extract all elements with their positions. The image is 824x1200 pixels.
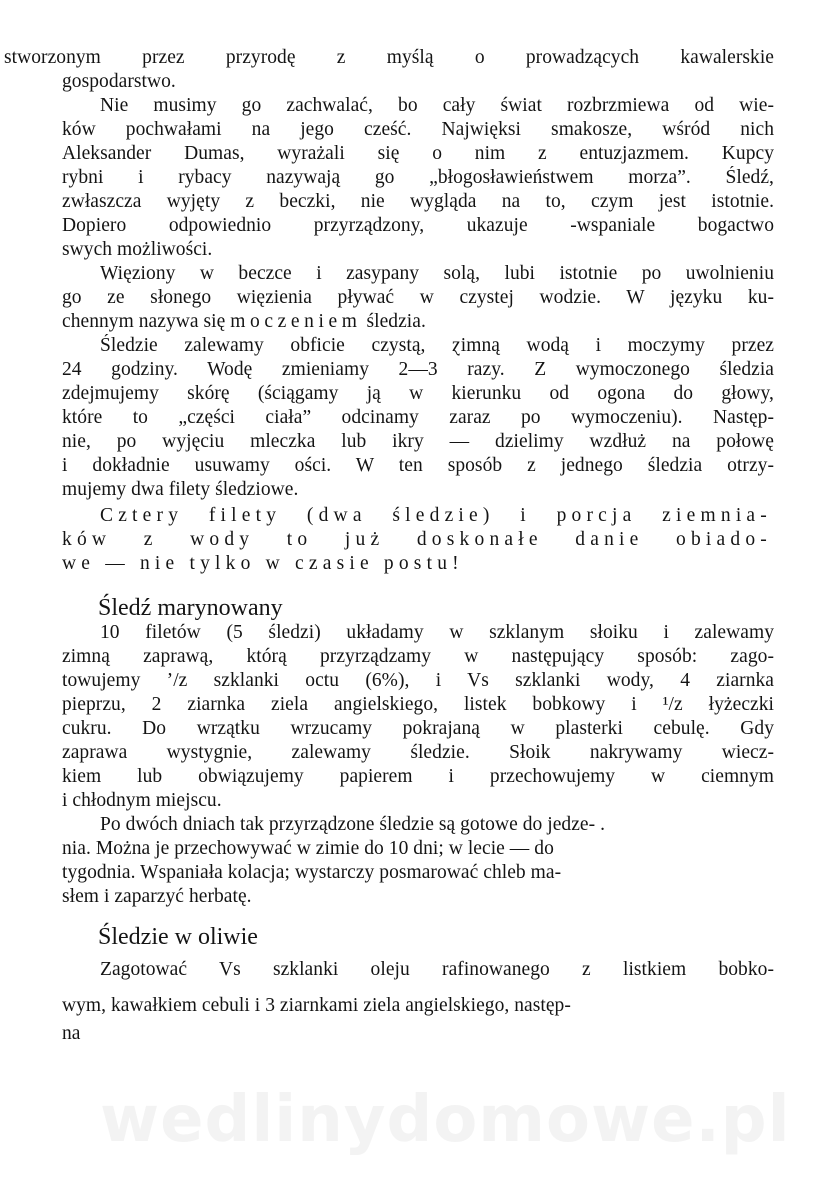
section-heading: Śledź marynowany <box>98 595 283 621</box>
spaced-text-line: ków z wody to już doskonałe danie obiado- <box>62 529 772 550</box>
text-line: ków pochwałami na jego cześć. Najwięksi smakosze, wśród nich <box>62 119 774 140</box>
text-line: słem i zaparzyć herbatę. <box>62 886 252 907</box>
text-fragment: śledzia. <box>361 311 426 332</box>
text-line: cukru. Do wrzątku wrzucamy pokrajaną w plasterki cebulę. Gdy <box>62 718 774 739</box>
text-line: pieprzu, 2 ziarnka ziela angielskiego, listek bobkowy i ¹/z łyżeczki <box>62 694 774 715</box>
text-line: nia. Można je przechowywać w zimie do 10 dni; w lecie — do <box>62 838 554 859</box>
text-line: zwłaszcza wyjęty z beczki, nie wygląda na to, czym jest istotnie. <box>62 191 774 212</box>
text-line: 10 filetów (5 śledzi) układamy w szklanym słoiku i zalewamy <box>100 622 774 643</box>
text-line: kiem lub obwiązujemy papierem i przechowujemy w ciemnym <box>62 766 774 787</box>
text-line: gospodarstwo. <box>62 71 176 92</box>
text-line: rybni i rybacy nazywają go „błogosławieństwem morza”. Śledź, <box>62 167 774 188</box>
text-line: mujemy dwa filety śledziowe. <box>62 479 299 500</box>
section-heading: Śledzie w oliwie <box>98 924 258 950</box>
text-line: Aleksander Dumas, wyrażali się o nim z entuzjazmem. Kupcy <box>62 143 774 164</box>
text-line: tygodnia. Wspaniała kolacja; wystarczy posmarować chleb ma- <box>62 862 562 883</box>
text-line: Nie musimy go zachwalać, bo cały świat rozbrzmiewa od wie- <box>100 95 774 116</box>
text-line: Po dwóch dniach tak przyrządzone śledzie są gotowe do jedze- . <box>100 814 606 835</box>
text-line <box>62 310 426 334</box>
text-line: Więziony w beczce i zasypany solą, lubi istotnie po uwolnieniu <box>100 263 774 284</box>
text-line: Zagotować Vs szklanki oleju rafinowanego z listkiem bobko- <box>100 959 774 980</box>
text-line: zimną zaprawą, którą przyrządzamy w następujący sposób: zago- <box>62 646 774 667</box>
text-line: i dokładnie usuwamy ości. W ten sposób z jednego śledzia otrzy- <box>62 455 774 476</box>
spaced-term: moczeniem <box>230 311 362 332</box>
spaced-text-line: Cztery filety (dwa śledzie) i porcja ziemnia- <box>100 505 772 526</box>
text-line: zaprawa wystygnie, zalewamy śledzie. Słoik nakrywamy wiecz- <box>62 742 774 763</box>
text-line: które to „części ciała” odcinamy zaraz po wymoczeniu). Następ- <box>62 407 774 428</box>
text-line: wym, kawałkiem cebuli i 3 ziarnkami ziela angielskiego, następ- <box>62 995 571 1016</box>
text-line: swych możliwości. <box>62 239 213 260</box>
text-fragment: chennym nazywa się <box>62 311 231 332</box>
text-line: towujemy ’/z szklanki octu (6%), i Vs szklanki wody, 4 ziarnka <box>62 670 774 691</box>
text-line: na <box>62 1023 81 1044</box>
text-line: go ze słonego więzienia pływać w czystej wodzie. W języku ku- <box>62 287 774 308</box>
text-line: stworzonym przez przyrodę z myślą o prowadzących kawalerskie <box>4 47 774 68</box>
text-line: 24 godziny. Wodę zmieniamy 2—3 razy. Z wymoczonego śledzia <box>62 359 774 380</box>
text-line: zdejmujemy skórę (ściągamy ją w kierunku od ogona do głowy, <box>62 383 774 404</box>
text-line: i chłodnym miejscu. <box>62 790 222 811</box>
text-line: Dopiero odpowiednio przyrządzony, ukazuje -wspaniale bogactwo <box>62 215 774 236</box>
text-line: Śledzie zalewamy obficie czystą, ɀimną wodą i moczymy przez <box>100 335 774 356</box>
watermark-text: wedlinydomowe.pl <box>100 1083 791 1157</box>
text-line: nie, po wyjęciu mleczka lub ikry — dzielimy wzdłuż na połowę <box>62 431 774 452</box>
spaced-text-line: we — nie tylko w czasie postu! <box>62 553 464 574</box>
